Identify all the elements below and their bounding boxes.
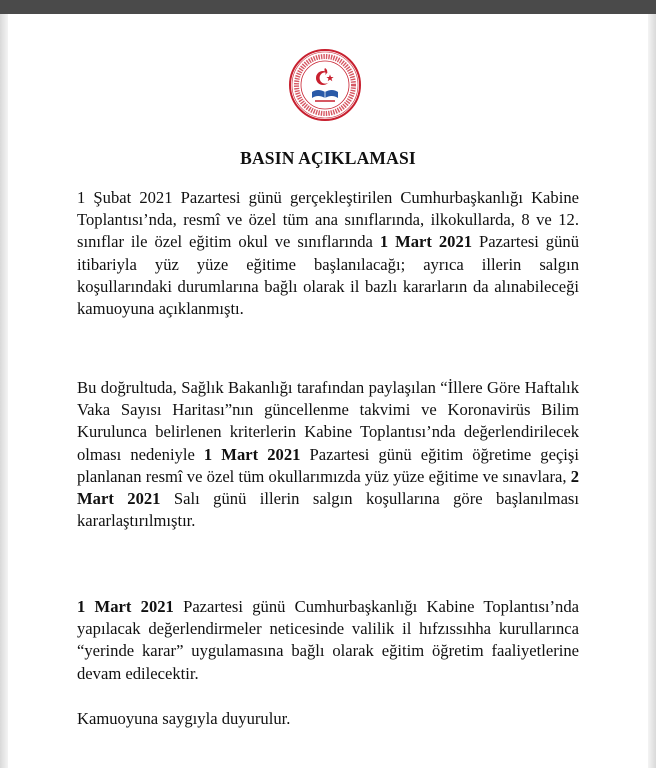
paragraph-2-date-2-bold: 2 Mart 2021 <box>77 466 579 509</box>
paragraph-2 <box>77 377 579 532</box>
paragraph-3-date-bold: 1 Mart 2021 <box>77 597 174 616</box>
paragraph-1 <box>77 187 579 320</box>
paragraph-3 <box>77 596 579 685</box>
paragraph-2-text-c: Pazartesi günü eğitim öğretime geçişi planlanan resmî ve özel tüm okullarımızda yüz yüze eğitime ve sınavlara, <box>77 444 579 486</box>
page-right-shadow <box>648 14 656 768</box>
paragraph-2-date-1-bold: 1 Mart 2021 <box>203 444 301 464</box>
window-top-bar <box>0 0 656 14</box>
document-title: BASIN AÇIKLAMASI <box>240 148 416 168</box>
paragraph-2-text-a: Bu doğrultuda, Sağlık Bakanlığı tarafından paylaşılan “İllere Göre Haftalık Vaka Sayısı Haritası”nın güncellenme takvimi ve Koronavirüs Bilim Kurulunca belirlenen kriterlerin Kabine Toplantısı’nda değerlendirilecek olması nedeniyle <box>77 378 579 464</box>
paragraph-1-date-bold: 1 Mart 2021 <box>379 232 473 252</box>
paragraph-2-text-e: Salı günü illerin salgın koşullarına göre başlanılması kararlaştırılmıştır. <box>77 489 579 531</box>
paragraph-3-text-b: Pazartesi günü Cumhurbaşkanlığı Kabine Toplantısı’nda yapılacak değerlendirmeler neticesinde valilik il hıfzıssıhha kurullarınca “yerinde karar” uygulamasına bağlı olarak eğitim öğretim faaliyetlerine devam edilecektir. <box>77 597 580 683</box>
ministry-seal-logo <box>288 48 362 122</box>
page-left-shadow <box>0 14 8 768</box>
paragraph-1-text-a: 1 Şubat 2021 Pazartesi günü gerçekleştirilen Cumhurbaşkanlığı Kabine Toplantısı’nda, resmî ve özel tüm ana sınıflarında, ilkokullarda, 8 ve 12. sınıflar ile özel eğitim okul ve sınıflarında <box>77 188 579 252</box>
paragraph-1-text-c: Pazartesi günü itibariyla yüz yüze eğitime başlanılacağı; ayrıca illerin salgın koşullarındaki durumlarına bağlı olarak il bazlı kararların da alınabileceği kamuoyuna açıklanmıştı. <box>77 232 579 319</box>
closing-line: Kamuoyuna saygıyla duyurulur. <box>77 709 291 728</box>
